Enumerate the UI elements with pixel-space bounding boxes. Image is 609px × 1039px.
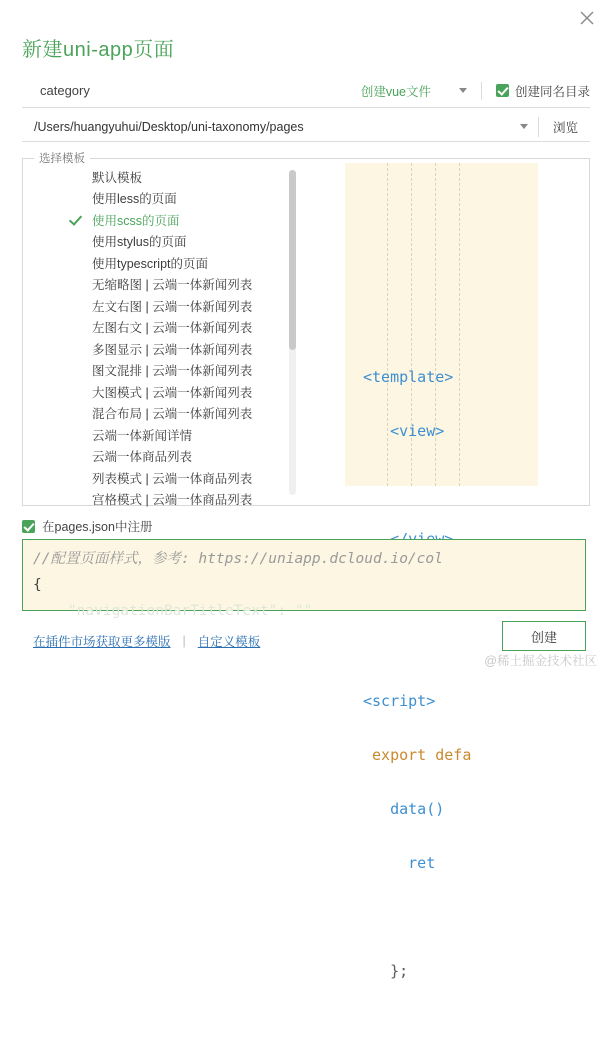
path-dropdown-icon[interactable] (520, 124, 528, 129)
pages-json-checkbox[interactable] (22, 520, 35, 533)
page-title: 新建uni-app页面 (22, 39, 175, 61)
template-item-label: 图文混排 | 云端一体新闻列表 (92, 364, 253, 379)
path-input[interactable]: /Users/huangyuhui/Desktop/uni-taxonomy/pages (34, 119, 304, 134)
watermark: @稀土掘金技术社区 (484, 654, 597, 668)
code-line: data() (363, 800, 445, 818)
template-item-label: 云端一体商品列表 (92, 450, 193, 465)
list-item[interactable] (30, 295, 298, 317)
create-button[interactable]: 创建 (502, 621, 586, 651)
list-item[interactable] (30, 252, 298, 274)
template-item-label: 左图右文 | 云端一体新闻列表 (92, 321, 253, 336)
template-item-label: 混合布局 | 云端一体新闻列表 (92, 407, 253, 422)
code-line: export defa (363, 746, 472, 764)
template-section-legend: 选择模板 (34, 150, 90, 166)
json-editor-comment: //配置页面样式，参考: https://uniapp.dcloud.io/col (33, 551, 443, 567)
list-item[interactable] (30, 274, 298, 296)
template-item-label: 使用typescript的页面 (92, 256, 208, 271)
json-editor-brace: { (33, 577, 42, 593)
category-label: category (40, 83, 90, 98)
template-item-label: 使用scss的页面 (92, 213, 180, 228)
code-line: <view> (363, 422, 445, 440)
code-line: <script> (363, 692, 436, 710)
category-row (22, 74, 590, 108)
path-row (22, 112, 590, 142)
template-item-label: 使用less的页面 (92, 192, 177, 207)
scrollbar-thumb[interactable] (289, 170, 296, 350)
close-button[interactable] (573, 4, 601, 32)
list-item[interactable] (30, 317, 298, 339)
pages-json-editor[interactable] (22, 539, 586, 619)
footer-links (33, 632, 260, 650)
custom-template-link[interactable]: 自定义模板 (197, 635, 261, 649)
list-item[interactable] (30, 403, 298, 425)
template-item-label: 列表模式 | 云端一体商品列表 (92, 471, 253, 486)
template-item-label: 使用stylus的页面 (92, 235, 187, 250)
list-item[interactable] (30, 489, 298, 511)
template-item-label: 大图模式 | 云端一体新闻列表 (92, 385, 253, 400)
template-item-label: 左文右图 | 云端一体新闻列表 (92, 299, 253, 314)
list-item[interactable] (30, 360, 298, 382)
template-code-preview (345, 163, 538, 980)
pages-json-label: 在pages.json中注册 (42, 520, 153, 534)
pages-json-register-row (22, 517, 152, 535)
json-editor-faded-line: "navigationBarTitleText": "" (33, 603, 313, 619)
plugin-market-link[interactable]: 在插件市场获取更多模版 (33, 635, 171, 649)
same-name-dir-label: 创建同名目录 (514, 84, 590, 99)
divider (481, 82, 482, 100)
list-item[interactable] (30, 467, 298, 489)
check-icon (69, 212, 82, 226)
list-item[interactable] (30, 446, 298, 468)
list-item[interactable] (30, 166, 298, 188)
browse-button[interactable]: 浏览 (552, 120, 578, 135)
list-item[interactable] (30, 188, 298, 210)
code-line: }; (363, 962, 409, 980)
code-line: <template> (363, 368, 454, 386)
template-item-label: 无缩略图 | 云端一体新闻列表 (92, 278, 253, 293)
category-options (361, 82, 590, 100)
list-item[interactable] (30, 231, 298, 253)
template-item-label: 多图显示 | 云端一体新闻列表 (92, 342, 253, 357)
file-type-value: 创建vue文件 (360, 84, 431, 99)
list-item[interactable] (30, 424, 298, 446)
template-item-label: 云端一体新闻详情 (92, 428, 193, 443)
code-line: ret (363, 854, 436, 872)
template-list-scrollbar[interactable] (289, 170, 296, 495)
file-type-select[interactable] (361, 82, 467, 100)
template-item-label: 宫格模式 | 云端一体商品列表 (92, 493, 253, 508)
same-name-dir-checkbox[interactable] (496, 84, 509, 97)
list-item[interactable] (30, 209, 298, 231)
list-item[interactable] (30, 338, 298, 360)
footer-separator: | (182, 634, 186, 648)
list-item[interactable] (30, 381, 298, 403)
close-icon (579, 10, 595, 26)
chevron-down-icon (459, 88, 467, 93)
template-list[interactable] (30, 166, 298, 508)
template-item-label: 默认模板 (92, 170, 143, 185)
